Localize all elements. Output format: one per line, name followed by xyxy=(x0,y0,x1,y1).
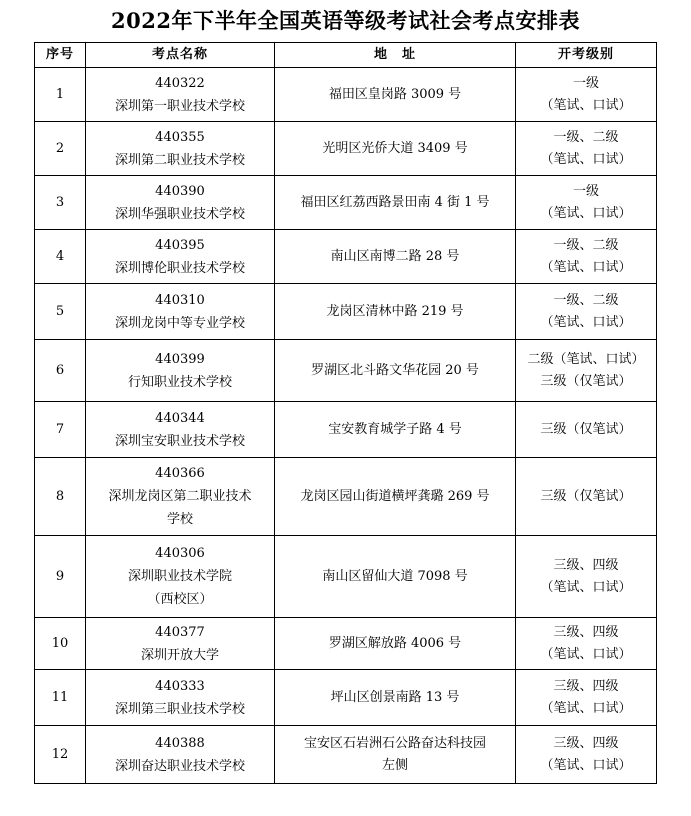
cell-school xyxy=(86,618,275,670)
level-line: （笔试、口试） xyxy=(540,314,632,330)
cell-address xyxy=(275,536,516,618)
cell-index: 2 xyxy=(35,122,86,176)
table-row xyxy=(35,230,657,284)
cell-index: 5 xyxy=(35,284,86,340)
cell-address xyxy=(275,176,516,230)
address-line: 光明区光侨大道 3409 号 xyxy=(322,140,468,156)
table-row xyxy=(35,340,657,402)
level-line: 三级（仅笔试） xyxy=(540,421,632,437)
school-code: 440395 xyxy=(155,237,205,253)
address-line: 宝安区石岩洲石公路奋达科技园 xyxy=(303,735,486,751)
header-address: 地 址 xyxy=(275,43,516,68)
level-line: 一级 xyxy=(572,75,599,91)
cell-levels xyxy=(516,458,657,536)
page-title: 2022年下半年全国英语等级考试社会考点安排表 xyxy=(111,8,580,33)
address-line: 福田区皇岗路 3009 号 xyxy=(328,86,462,102)
level-line: 一级、二级 xyxy=(553,292,619,308)
cell-levels xyxy=(516,68,657,122)
level-line: 一级、二级 xyxy=(553,237,619,253)
cell-school xyxy=(86,68,275,122)
cell-school xyxy=(86,536,275,618)
cell-index: 10 xyxy=(35,618,86,670)
cell-address xyxy=(275,458,516,536)
school-name-line: 行知职业技术学校 xyxy=(127,374,232,390)
school-code: 440399 xyxy=(155,351,205,367)
level-line: 二级（笔试、口试） xyxy=(527,351,645,367)
school-name-line: （西校区） xyxy=(147,592,213,607)
school-code: 440366 xyxy=(155,466,205,481)
table-row xyxy=(35,726,657,784)
level-line: 三级（仅笔试） xyxy=(540,373,632,389)
cell-levels xyxy=(516,536,657,618)
school-name-line: 深圳第一职业技术学校 xyxy=(114,98,245,114)
table-row xyxy=(35,176,657,230)
school-code: 440310 xyxy=(155,292,205,308)
cell-index: 6 xyxy=(35,340,86,402)
address-line: 左侧 xyxy=(381,757,408,773)
address-line: 罗湖区解放路 4006 号 xyxy=(328,635,462,651)
cell-school xyxy=(86,670,275,726)
level-line: 三级、四级 xyxy=(553,678,619,694)
school-code: 440377 xyxy=(155,624,205,640)
cell-index: 12 xyxy=(35,726,86,784)
cell-index: 8 xyxy=(35,458,86,536)
address-line: 宝安教育城学子路 4 号 xyxy=(328,421,462,437)
cell-address xyxy=(275,402,516,458)
table-row xyxy=(35,284,657,340)
school-name-line: 深圳奋达职业技术学校 xyxy=(114,758,245,774)
school-name-line: 深圳宝安职业技术学校 xyxy=(114,433,245,449)
level-line: （笔试、口试） xyxy=(540,579,632,595)
cell-school xyxy=(86,284,275,340)
table-row xyxy=(35,670,657,726)
level-line: 一级 xyxy=(572,183,599,199)
header-school: 考点名称 xyxy=(86,43,275,68)
cell-school xyxy=(86,726,275,784)
cell-levels xyxy=(516,340,657,402)
cell-address xyxy=(275,122,516,176)
table-header-row xyxy=(35,43,657,68)
address-line: 南山区留仙大道 7098 号 xyxy=(322,568,468,584)
table-row xyxy=(35,458,657,536)
cell-address xyxy=(275,726,516,784)
school-name-line: 深圳华强职业技术学校 xyxy=(114,206,245,222)
level-line: 三级、四级 xyxy=(553,735,619,751)
address-line: 南山区南博二路 28 号 xyxy=(330,248,460,264)
level-line: 一级、二级 xyxy=(553,129,619,145)
level-line: （笔试、口试） xyxy=(540,259,632,275)
cell-school xyxy=(86,458,275,536)
cell-school xyxy=(86,176,275,230)
level-line: （笔试、口试） xyxy=(540,757,632,773)
level-line: （笔试、口试） xyxy=(540,646,632,662)
header-index: 序号 xyxy=(35,43,86,68)
school-name-line: 深圳职业技术学院 xyxy=(127,569,232,584)
cell-levels xyxy=(516,176,657,230)
cell-index: 1 xyxy=(35,68,86,122)
cell-school xyxy=(86,340,275,402)
cell-index: 4 xyxy=(35,230,86,284)
table-row xyxy=(35,68,657,122)
cell-levels xyxy=(516,122,657,176)
address-line: 福田区红荔西路景田南 4 街 1 号 xyxy=(300,194,490,210)
cell-school xyxy=(86,402,275,458)
level-line: （笔试、口试） xyxy=(540,700,632,716)
cell-levels xyxy=(516,618,657,670)
school-name-line: 深圳开放大学 xyxy=(140,647,219,663)
school-code: 440322 xyxy=(155,75,205,91)
cell-address xyxy=(275,670,516,726)
level-line: 三级、四级 xyxy=(553,624,619,640)
school-name-line: 深圳第三职业技术学校 xyxy=(114,701,245,717)
cell-index: 9 xyxy=(35,536,86,618)
level-line: （笔试、口试） xyxy=(540,151,632,167)
cell-address xyxy=(275,68,516,122)
table-row xyxy=(35,536,657,618)
table-body xyxy=(35,68,657,784)
header-levels: 开考级别 xyxy=(516,43,657,68)
table-row xyxy=(35,122,657,176)
cell-address xyxy=(275,230,516,284)
cell-index: 11 xyxy=(35,670,86,726)
school-code: 440333 xyxy=(155,678,205,694)
school-name-line: 深圳龙岗区第二职业技术 xyxy=(108,489,252,504)
address-line: 坪山区创景南路 13 号 xyxy=(330,689,460,705)
school-name-line: 深圳第二职业技术学校 xyxy=(114,152,245,168)
school-name-line: 深圳龙岗中等专业学校 xyxy=(114,315,245,331)
level-line: （笔试、口试） xyxy=(540,97,632,113)
address-line: 龙岗区园山街道横坪龚璐 269 号 xyxy=(300,488,490,504)
cell-levels xyxy=(516,230,657,284)
exam-site-table xyxy=(34,42,657,784)
school-code: 440388 xyxy=(155,735,205,751)
school-code: 440306 xyxy=(155,546,205,561)
cell-school xyxy=(86,122,275,176)
cell-address xyxy=(275,284,516,340)
school-code: 440344 xyxy=(155,410,205,426)
level-line: 三级（仅笔试） xyxy=(540,488,632,504)
school-code: 440355 xyxy=(155,129,205,145)
level-line: 三级、四级 xyxy=(553,557,619,573)
school-code: 440390 xyxy=(155,183,205,199)
school-name-line: 深圳博伦职业技术学校 xyxy=(114,260,245,276)
cell-levels xyxy=(516,670,657,726)
cell-index: 3 xyxy=(35,176,86,230)
cell-levels xyxy=(516,726,657,784)
cell-index: 7 xyxy=(35,402,86,458)
cell-address xyxy=(275,618,516,670)
table-row xyxy=(35,402,657,458)
table-row xyxy=(35,618,657,670)
cell-levels xyxy=(516,402,657,458)
cell-levels xyxy=(516,284,657,340)
cell-school xyxy=(86,230,275,284)
address-line: 罗湖区北斗路文华花园 20 号 xyxy=(311,362,479,378)
level-line: （笔试、口试） xyxy=(540,205,632,221)
school-name-line: 学校 xyxy=(166,512,193,527)
address-line: 龙岗区清林中路 219 号 xyxy=(326,303,464,319)
cell-address xyxy=(275,340,516,402)
